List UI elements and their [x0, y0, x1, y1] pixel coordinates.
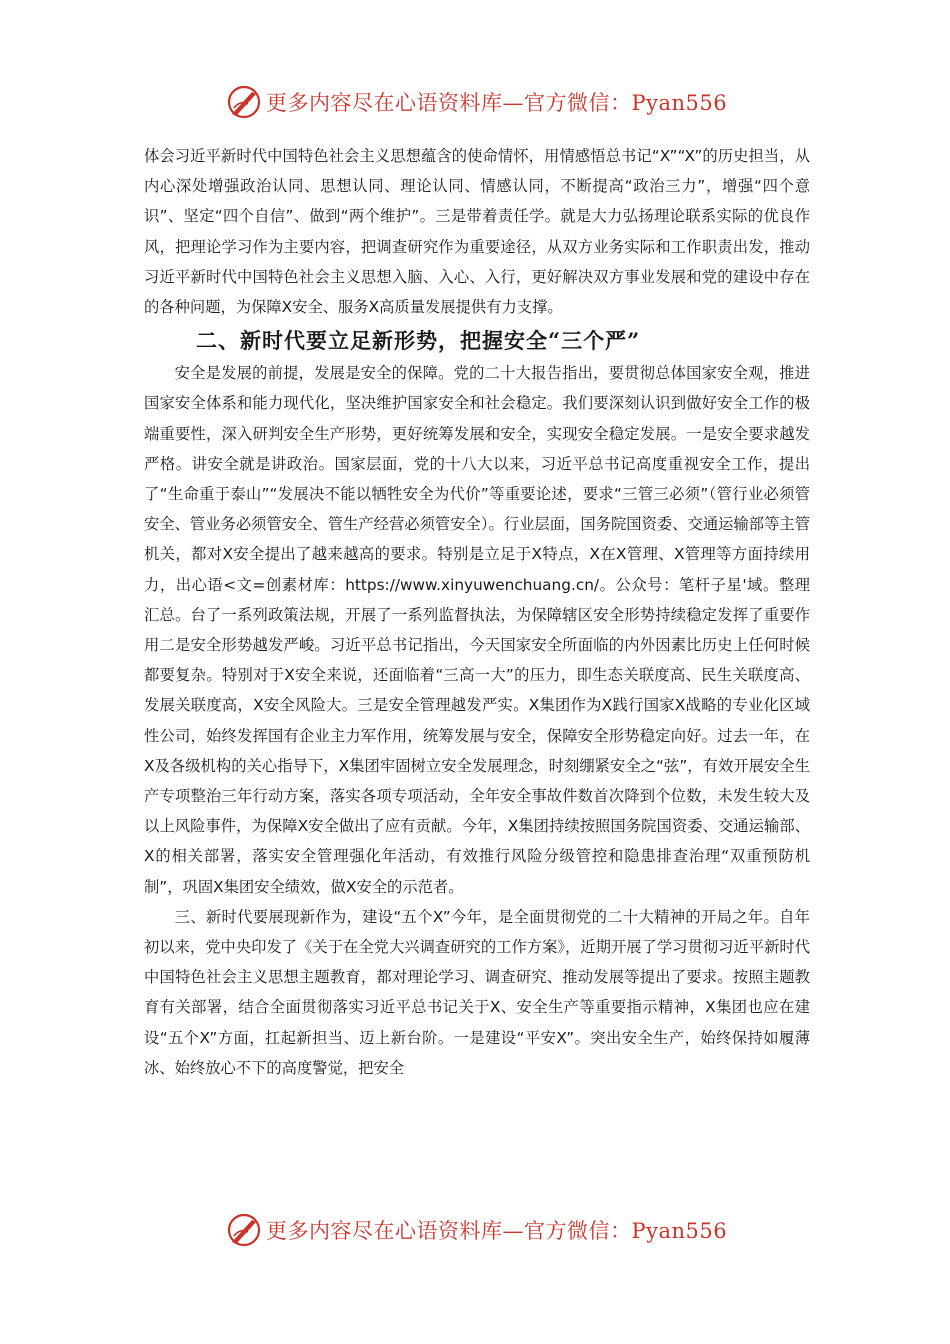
pen-logo-icon	[226, 1212, 262, 1248]
paragraph-1: 体会习近平新时代中国特色社会主义思想蕴含的使命情怀，用情感悟总书记“X”“X”的历史担当，从内心深处增强政治认同、思想认同、理论认同、情感认同，不断提高“政治三力”，增强“四个意识”、坚定“四个自信”、做到“两个维护”。三是带着责任学。就是大力弘扬理论联系实际的优良作风，把理论学习作为主要内容，把调查研究作为重要途径，从双方业务实际和工作职责出发，推动习近平新时代中国特色社会主义思想入脑、入心、入行，更好解决双方事业发展和党的建设中存在的各种问题，为保障X安全、服务X高质量发展提供有力支撑。	[144, 147, 810, 317]
banner-text: 更多内容尽在心语资料库—官方微信：Pyan556	[266, 1219, 728, 1243]
paragraph-3: 三、新时代要展现新作为，建设“五个X”今年，是全面贯彻党的二十大精神的开局之年。自年初以来，党中央印发了《关于在全党大兴调查研究的工作方案》，近期开展了学习贯彻习近平新时代中国特色社会主义思想主题教育，都对理论学习、调查研究、推动发展等提出了要求。按照主题教育有关部署，结合全面贯彻落实习近平总书记关于X、安全生产等重要指示精神，X集团也应在建设“五个X”方面，扛起新担当、迈上新台阶。一是建设“平安X”。突出安全生产，始终保持如履薄冰、始终放心不下的高度警觉，把安全	[144, 907, 810, 1077]
pen-logo-icon	[226, 84, 262, 120]
paragraph-2: 安全是发展的前提，发展是安全的保障。党的二十大报告指出，要贯彻总体国家安全观，推进国家安全体系和能力现代化，坚决维护国家安全和社会稳定。我们要深刻认识到做好安全工作的极端重要性，深入研判安全生产形势，更好统筹发展和安全，实现安全稳定发展。一是安全要求越发严格。讲安全就是讲政治。国家层面，党的十八大以来，习近平总书记高度重视安全工作，提出了“生命重于泰山”“发展决不能以牺牲安全为代价”等重要论述，要求“三管三必须”（管行业必须管安全、管业务必须管安全、管生产经营必须管安全）。行业层面，国务院国资委、交通运输部等主管机关，都对X安全提出了越来越高的要求。特别是立足于X特点，X在X管理、X管理等方面持续用力，出心语<文=创素材库：https://www.xinyuwenchuang.cn/。公众号：笔杆子星'域。整理汇总。台了一系列政策法规，开展了一系列监督执法，为保障辖区安全形势持续稳定发挥了重要作用二是安全形势越发严峻。习近平总书记指出，今天国家安全所面临的内外因素比历史上任何时候都要复杂。特别对于X安全来说，还面临着“三高一大”的压力，即生态关联度高、民生关联度高、发展关联度高，X安全风险大。三是安全管理越发严实。X集团作为X践行国家X战略的专业化区域性公司，始终发挥国有企业主力军作用，统筹发展与安全，保障安全形势稳定向好。过去一年，在X及各级机构的关心指导下，X集团牢固树立安全发展理念，时刻绷紧安全之“弦”，有效开展安全生产专项整治三年行动方案，落实各项专项活动，全年安全事故件数首次降到个位数，未发生较大及以上风险事件，为保障X安全做出了应有贡献。今年，X集团持续按照国务院国资委、交通运输部、X的相关部署，落实安全管理强化年活动，有效推行风险分级管控和隐患排查治理“双重预防机制”，巩固X集团安全绩效，做X安全的示范者。	[144, 364, 810, 896]
banner-text: 更多内容尽在心语资料库—官方微信：Pyan556	[266, 91, 728, 115]
document-body	[144, 141, 810, 1083]
footer-watermark-banner	[226, 1210, 726, 1250]
header-watermark-banner	[226, 82, 726, 122]
section-heading-2: 二、新时代要立足新形势，把握安全“三个严”	[196, 328, 641, 354]
